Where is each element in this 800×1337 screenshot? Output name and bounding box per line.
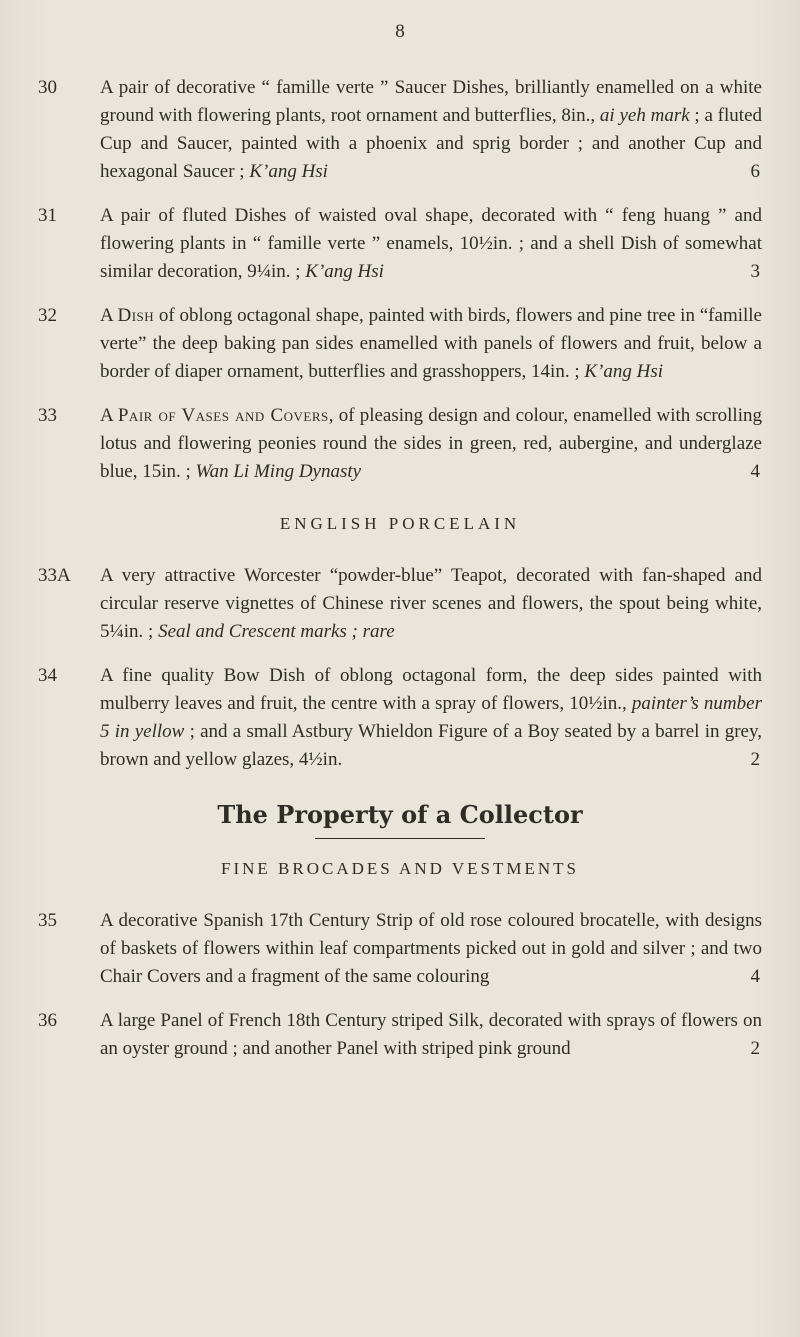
lot-number: 35 [38, 910, 57, 931]
lot-text-segment: A decorative Spanish 17th Century Strip of old rose coloured brocatelle, with designs of baskets of flowers within leaf compartments picked out in gold and silver ; and two Chair Covers and a fragment of the same colouring [100, 910, 762, 987]
lot-text-segment: A very attractive Worcester “powder-blue” Teapot, decorated with fan-shaped and circular reserve vignettes of Chinese river scenes and flowers, the spout being white, 5¼in. ; [100, 565, 762, 642]
lot-entry [38, 1007, 762, 1063]
lot-entry [38, 562, 762, 646]
property-heading: The Property of a Collector [217, 800, 583, 829]
lot-text-segment: of oblong octagonal shape, painted with birds, flowers and pine tree in “famille verte” the deep baking pan sides enamelled with panels of flowers and fruit, below a border of diaper ornament, butterflies and grasshoppers, 14in. ; [100, 305, 762, 382]
lot-number: 33 [38, 405, 57, 426]
lot-entry [38, 302, 762, 386]
section-heading-english-porcelain: ENGLISH PORCELAIN [279, 514, 521, 533]
section-heading-brocades-vestments: FINE BROCADES AND VESTMENTS [221, 859, 579, 878]
lot-description [100, 302, 762, 386]
lot-text-segment: ; a fluted Cup and Saucer, painted with a phoenix and sprig border ; and another Cup and hexagonal Saucer ; [100, 105, 762, 182]
lot-price: 2 [750, 1038, 760, 1059]
lot-price: 2 [750, 749, 760, 770]
lot-text-segment: ai yeh mark [599, 105, 690, 126]
lot-text-segment: ; and a small Astbury Whieldon Figure of a Boy seated by a barrel in grey, brown and yellow glazes, 4½in. [100, 721, 762, 770]
lot-text-segment: K’ang Hsi [584, 361, 664, 382]
lot-description [100, 202, 762, 286]
lot-text-segment: A large Panel of French 18th Century striped Silk, decorated with sprays of flowers on an oyster ground ; and another Panel with striped pink ground [100, 1010, 762, 1059]
lot-text-segment: A [100, 405, 118, 426]
lot-entry [38, 202, 762, 286]
page-number: 8 [395, 21, 405, 42]
lot-group-english-porcelain [38, 562, 762, 774]
lot-text-segment: Wan Li Ming Dynasty [195, 461, 362, 482]
lot-text-segment: Seal and Crescent marks ; rare [158, 621, 395, 642]
lot-text-segment: Pair of Vases and Covers [117, 405, 329, 426]
lot-description [100, 662, 762, 774]
lot-entry [38, 907, 762, 991]
lot-entry [38, 662, 762, 774]
lot-price: 3 [750, 261, 760, 282]
lot-price: 4 [750, 461, 760, 482]
lot-description [100, 907, 762, 991]
lot-text-segment: A [100, 305, 118, 326]
lot-group-brocades [38, 907, 762, 1063]
lot-text-segment: A pair of decorative “ famille verte ” Saucer Dishes, brilliantly enamelled on a white ground with flowering plants, root ornament and butterflies, 8in., [100, 77, 762, 126]
lot-text-segment: K’ang Hsi [305, 261, 384, 282]
lot-price: 4 [750, 966, 760, 987]
lot-number: 30 [38, 77, 57, 98]
lot-group-oriental-porcelain [38, 74, 762, 486]
lot-number: 34 [38, 665, 57, 686]
lot-text-segment: painter’s number 5 in yellow [100, 693, 762, 742]
divider-rule [315, 838, 485, 839]
lot-entry [38, 402, 762, 486]
lot-number: 32 [38, 305, 57, 326]
lot-text-segment: A pair of fluted Dishes of waisted oval shape, decorated with “ feng huang ” and flowering plants in “ famille verte ” enamels, 10½in. ; and a shell Dish of somewhat similar decoration, 9¼in. ; [100, 205, 762, 282]
lot-text-segment: Dish [117, 305, 155, 326]
lot-description [100, 1007, 762, 1063]
lot-text-segment: , of pleasing design and colour, enamelled with scrolling lotus and flowering peonies round the sides in green, red, aubergine, and underglaze blue, 15in. ; [100, 405, 762, 482]
lot-description [100, 562, 762, 646]
lot-price: 6 [750, 161, 760, 182]
lot-entry [38, 74, 762, 186]
lot-number: 36 [38, 1010, 57, 1031]
lot-description [100, 74, 762, 186]
lot-description [100, 402, 762, 486]
lot-number: 31 [38, 205, 57, 226]
lot-text-segment: K’ang Hsi [249, 161, 328, 182]
lot-text-segment: A fine quality Bow Dish of oblong octagonal form, the deep sides painted with mulberry leaves and fruit, the centre with a spray of flowers, 10½in., [100, 665, 762, 714]
lot-number: 33A [38, 565, 71, 586]
